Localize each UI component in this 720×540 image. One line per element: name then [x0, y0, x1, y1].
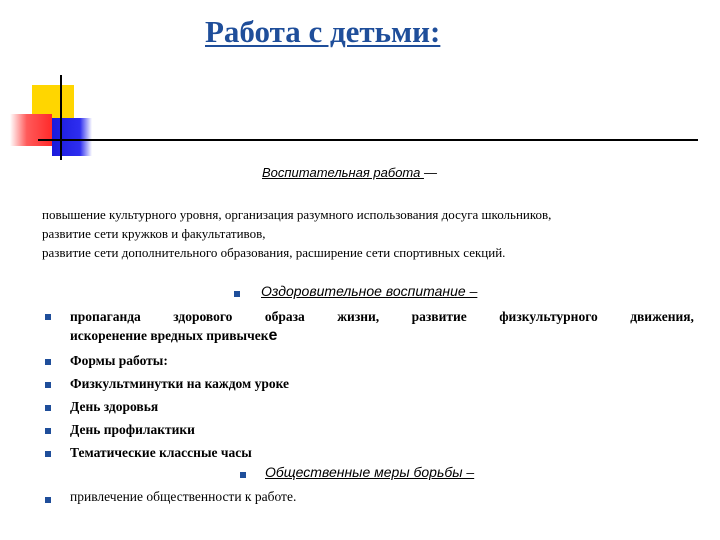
bullet-icon	[45, 497, 51, 503]
section1-heading-text: Воспитательная работа	[262, 165, 424, 180]
word: движения,	[630, 309, 694, 324]
list-item-propaganda	[70, 307, 694, 345]
section1-heading	[262, 165, 437, 180]
list-item-health-day: День здоровья	[70, 399, 159, 414]
propaganda-line-2-text: искоренение вредных привычек	[70, 328, 269, 343]
decor-red-square	[10, 114, 52, 146]
bullet-icon	[45, 405, 51, 411]
section3-heading: Общественные меры борьбы –	[265, 464, 475, 480]
bullet-icon	[45, 359, 51, 365]
list-item-prevention-day: День профилактики	[70, 422, 195, 437]
section1-line-3: развитие сети дополнительного образования, расширение сети спортивных секций.	[42, 245, 506, 260]
word: развитие	[411, 309, 467, 324]
section1-line-1: повышение культурного уровня, организация разумного использования досуга школьников,	[42, 207, 552, 222]
propaganda-line-2-tail: е	[268, 327, 278, 344]
decor-blue-square	[52, 118, 92, 156]
bullet-icon	[45, 382, 51, 388]
decor-horizontal-line	[38, 139, 698, 141]
propaganda-line-2	[70, 326, 694, 345]
bullet-icon	[45, 314, 51, 320]
word: физкультурного	[499, 309, 598, 324]
section1-line-2: развитие сети кружков и факультативов,	[42, 226, 266, 241]
list-item-fizkult: Физкультминутки на каждом уроке	[70, 376, 290, 391]
word: пропаганда	[70, 309, 141, 324]
word: жизни,	[337, 309, 380, 324]
decor-vertical-line	[60, 75, 62, 160]
bullet-icon	[45, 428, 51, 434]
word: здорового	[173, 309, 233, 324]
slide-title: Работа с детьми:	[205, 14, 441, 49]
list-item-class-hours: Тематические классные часы	[70, 445, 252, 460]
word: образа	[264, 309, 305, 324]
bullet-icon	[240, 472, 246, 478]
section1-paragraph	[42, 205, 702, 262]
propaganda-line-1	[70, 307, 694, 326]
section2-heading: Оздоровительное воспитание –	[261, 283, 478, 299]
list-item-community: привлечение общественности к работе.	[70, 489, 297, 504]
section1-heading-dash: —	[423, 165, 437, 180]
list-item-forms: Формы работы:	[70, 353, 168, 368]
bullet-icon	[234, 291, 240, 297]
bullet-icon	[45, 451, 51, 457]
